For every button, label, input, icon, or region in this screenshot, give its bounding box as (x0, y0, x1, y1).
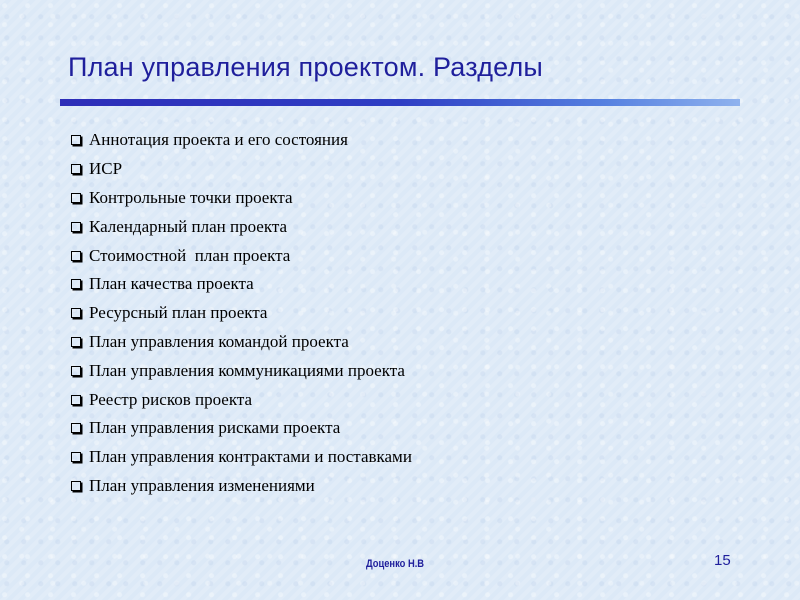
list-item-label: Календарный план проекта (89, 216, 288, 236)
list-item (70, 212, 412, 241)
list-item-label: План управления изменениями (89, 475, 315, 495)
list-item (70, 299, 412, 328)
list-item-label: ИСР (89, 159, 123, 179)
list-item (70, 184, 412, 213)
list-item-label: План управления рисками проекта (89, 418, 341, 438)
list-item (70, 443, 412, 472)
list-item-label: Контрольные точки проекта (89, 187, 293, 207)
list-item-label: Аннотация проекта и его состояния (89, 130, 348, 150)
hollow-square-bullet-icon (71, 366, 81, 376)
slide-title: План управления проектом. Разделы (68, 52, 544, 82)
hollow-square-bullet-icon (71, 279, 81, 289)
hollow-square-bullet-icon (71, 308, 81, 318)
hollow-square-bullet-icon (71, 423, 81, 433)
list-item-label: План управления командой проекта (89, 331, 349, 351)
list-item-label: План управления коммуникациями проекта (89, 360, 405, 380)
hollow-square-bullet-icon (71, 481, 81, 491)
section-list (70, 126, 412, 500)
hollow-square-bullet-icon (71, 193, 81, 203)
list-item (70, 126, 412, 155)
list-item-label: План управления контрактами и поставками (89, 447, 412, 467)
list-item-label: Стоимостной план проекта (89, 245, 291, 265)
list-item (70, 356, 412, 385)
list-item-label: Реестр рисков проекта (89, 389, 253, 409)
hollow-square-bullet-icon (71, 452, 81, 462)
list-item (70, 241, 412, 270)
list-item (70, 385, 412, 414)
hollow-square-bullet-icon (71, 395, 81, 405)
list-item (70, 472, 412, 501)
page-number: 15 (714, 552, 731, 569)
list-item-label: План качества проекта (89, 274, 254, 294)
title-underline (60, 99, 740, 106)
list-item (70, 270, 412, 299)
list-item (70, 155, 412, 184)
hollow-square-bullet-icon (71, 222, 81, 232)
hollow-square-bullet-icon (71, 337, 81, 347)
list-item-label: Ресурсный план проекта (89, 303, 268, 323)
list-item (70, 414, 412, 443)
footer-author: Доценко Н.В (366, 558, 425, 570)
hollow-square-bullet-icon (71, 135, 81, 145)
hollow-square-bullet-icon (71, 164, 81, 174)
hollow-square-bullet-icon (71, 251, 81, 261)
list-item (70, 328, 412, 357)
